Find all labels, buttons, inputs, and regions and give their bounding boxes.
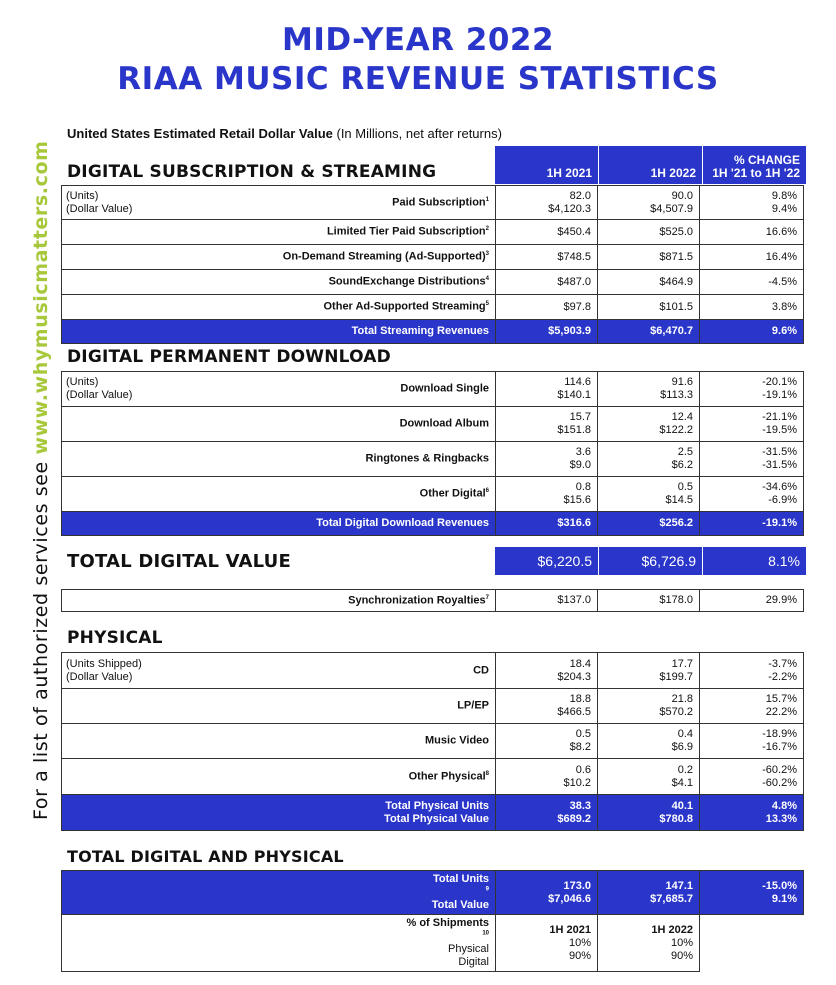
total-digital-title: TOTAL DIGITAL VALUE: [67, 551, 291, 572]
total-row: Total Streaming Revenues $5,903.9 $6,470.7 9.6%: [62, 320, 804, 344]
combined-table: [61, 870, 804, 972]
table-row: Music Video 0.5 $8.2 0.4 $6.9 -18.9% -16.7%: [62, 724, 804, 759]
table-row: SoundExchange Distributions$^4$ $487.0 $464.9 -4.5%: [62, 270, 804, 295]
table-row: Synchronization Royalties$^7$ $137.0 $178.0 29.9%: [62, 590, 804, 612]
total-digital-change: 8.1%: [702, 547, 806, 575]
table-row: On-Demand Streaming (Ad-Supported)$^3$ $748.5 $871.5 16.4%: [62, 245, 804, 270]
units-note: (Units Shipped) (Dollar Value): [66, 657, 142, 683]
title-line-2: RIAA MUSIC REVENUE STATISTICS: [117, 61, 719, 97]
table-row: (Units Shipped) (Dollar Value) CD 18.4 $204.3 17.7 $199.7 -3.7% -2.2%: [62, 653, 804, 689]
total-row: Total Units $^9$ Total Value 173.0 $7,046.6 147.1 $7,685.7 -15.0% 9.1%: [62, 871, 804, 915]
col-header-1h2022: 1H 2022: [598, 146, 702, 184]
col-header-1h2021: 1H 2021: [546, 166, 592, 180]
row-label: Download Album: [399, 417, 489, 430]
section-combined-title: TOTAL DIGITAL AND PHYSICAL: [67, 847, 344, 866]
table-row: (Units) (Dollar Value) Paid Subscription$^1$ 82.0 $4,120.3 90.0 $4,507.9 9.8% 9.4%: [62, 186, 804, 220]
row-label: Download Single: [400, 382, 489, 395]
row-label: Other Ad-Supported Streaming$^5$: [323, 300, 489, 313]
row-label: SoundExchange Distributions$^4$: [328, 275, 489, 288]
subtitle: [67, 126, 502, 141]
row-label: LP/EP: [457, 699, 489, 712]
table-row: (Units) (Dollar Value) Download Single 114.6 $140.1 91.6 $113.3 -20.1% -19.1%: [62, 372, 804, 407]
row-label: Other Digital$^6$: [419, 487, 489, 500]
row-label: Limited Tier Paid Subscription$^2$: [326, 225, 489, 238]
shipments-row: % of Shipments $^{10}$ Physical Digital 1H 2021 10% 90% 1H 2022 10% 90%: [62, 915, 804, 972]
download-table: [61, 371, 804, 536]
total-digital-1h2022: $6,726.9: [598, 547, 702, 575]
units-note: (Units) (Dollar Value): [66, 376, 133, 401]
subtitle-note: (In Millions, net after returns): [336, 126, 502, 141]
table-row: Limited Tier Paid Subscription$^2$ $450.4 $525.0 16.6%: [62, 220, 804, 245]
row-label: Ringtones & Ringbacks: [365, 452, 489, 465]
table-row: Ringtones & Ringbacks 3.6 $9.0 2.5 $6.2 -31.5% -31.5%: [62, 442, 804, 477]
physical-table: [61, 652, 804, 831]
row-label: Music Video: [425, 734, 489, 747]
row-label: On-Demand Streaming (Ad-Supported)$^3$: [282, 250, 489, 263]
section-streaming-title: DIGITAL SUBSCRIPTION & STREAMING: [67, 162, 437, 182]
total-row: Total Digital Download Revenues $316.6 $256.2 -19.1%: [62, 512, 804, 536]
section-download-title: DIGITAL PERMANENT DOWNLOAD: [67, 347, 391, 367]
total-digital-1h2021: $6,220.5: [537, 553, 592, 569]
row-label: Synchronization Royalties$^7$: [348, 594, 489, 606]
sync-table: [61, 589, 804, 612]
sidebar-url-link[interactable]: www.whymusicmatters.com: [30, 140, 52, 455]
row-label: Other Physical$^8$: [408, 770, 489, 782]
row-label: CD: [473, 664, 489, 676]
table-row: LP/EP 18.8 $466.5 21.8 $570.2 15.7% 22.2%: [62, 689, 804, 724]
total-digital-values: [495, 547, 806, 575]
table-row: Download Album 15.7 $151.8 12.4 $122.2 -21.1% -19.5%: [62, 407, 804, 442]
row-label: Paid Subscription$^1$: [392, 196, 489, 208]
sidebar-prefix: For a list of authorized services see: [30, 454, 52, 820]
col-header-change-line1: % CHANGE: [733, 153, 800, 167]
table-row: Other Physical$^8$ 0.6 $10.2 0.2 $4.1 -60.2% -60.2%: [62, 759, 804, 795]
table-row: Other Digital$^6$ 0.8 $15.6 0.5 $14.5 -34.6% -6.9%: [62, 477, 804, 512]
units-note: (Units) (Dollar Value): [66, 189, 133, 215]
col-header-change: [702, 146, 806, 184]
title-line-1: MID-YEAR 2022: [281, 22, 555, 58]
column-header: [495, 146, 806, 184]
subtitle-bold: United States Estimated Retail Dollar Value: [67, 126, 333, 141]
streaming-table: [61, 185, 804, 344]
sidebar-note: [30, 140, 52, 820]
table-row: Other Ad-Supported Streaming$^5$ $97.8 $101.5 3.8%: [62, 295, 804, 320]
section-physical-title: PHYSICAL: [67, 628, 163, 648]
col-header-change-line2: 1H '21 to 1H '22: [712, 166, 800, 180]
total-row: Total Physical Units Total Physical Value 38.3 $689.2 40.1 $780.8 4.8% 13.3%: [62, 795, 804, 831]
